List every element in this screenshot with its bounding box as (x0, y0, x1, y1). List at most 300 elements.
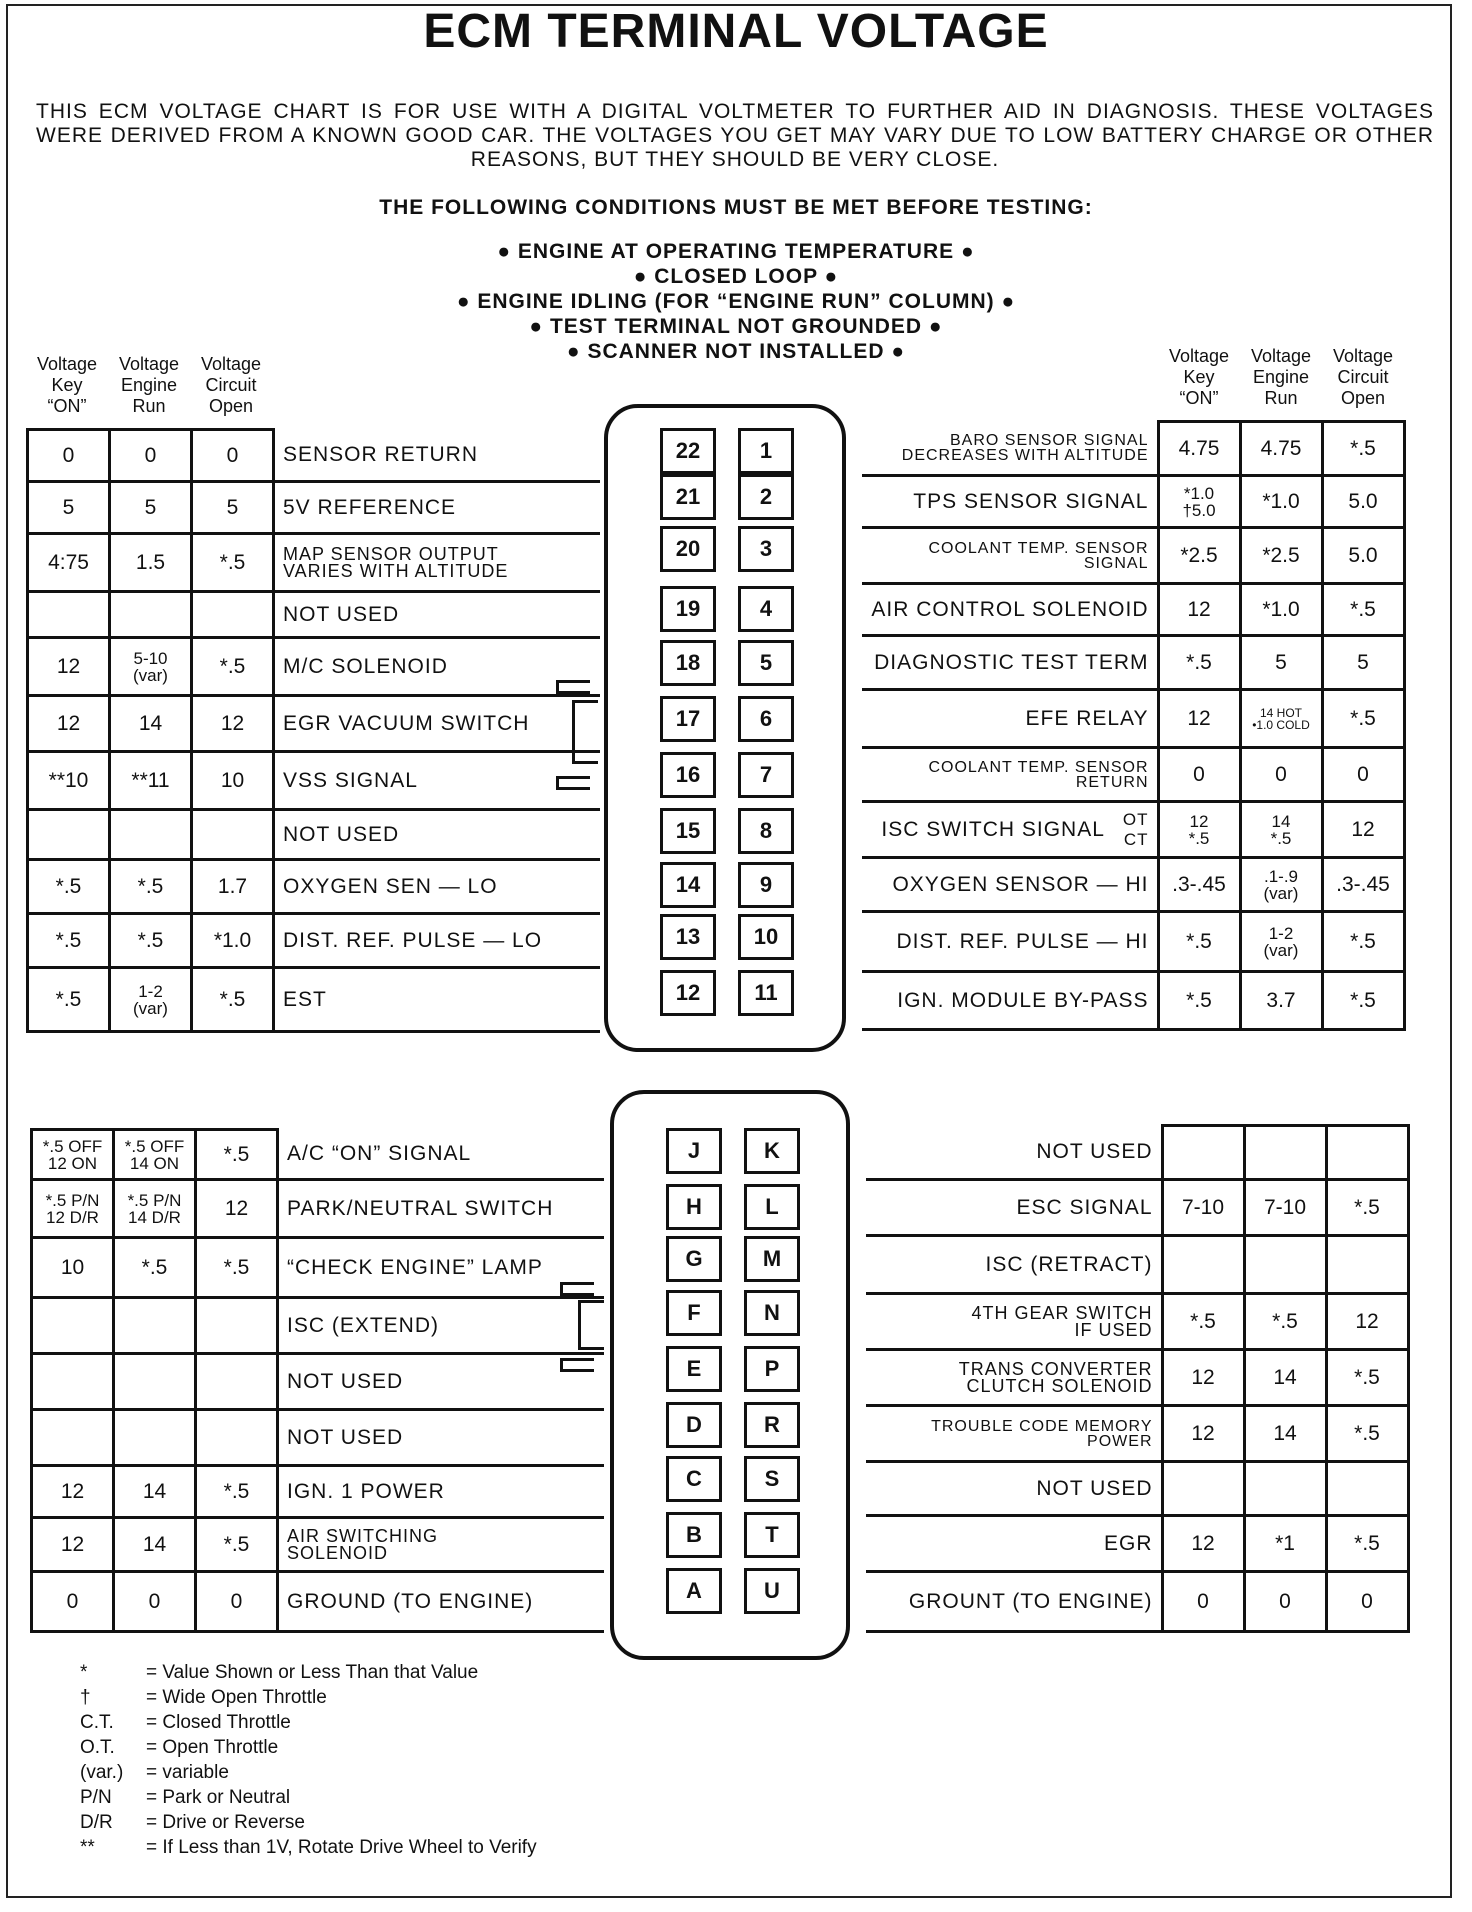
connector-top (604, 404, 846, 1052)
terminal-label-line: BARO SENSOR SIGNAL (950, 431, 1149, 449)
table-row (866, 1180, 1408, 1236)
table-row (862, 584, 1404, 636)
voltage-value: *.5 (1350, 436, 1376, 460)
voltage-value: (var) (1263, 883, 1299, 903)
voltage-cell-open (1322, 528, 1404, 584)
voltage-cell-run (110, 638, 192, 696)
legend-text: = Value Shown or Less Than that Value (146, 1662, 479, 1683)
terminal-label-text: PARK/NEUTRAL SWITCH (287, 1196, 554, 1220)
voltage-value: *.5 (223, 1255, 250, 1279)
column-header-line: Voltage (1332, 346, 1394, 366)
voltage-cell-key (1158, 528, 1240, 584)
column-header-engine-run (1240, 346, 1322, 409)
connector-bottom (610, 1090, 850, 1660)
voltage-cell-run (110, 860, 192, 914)
terminal-label (866, 1294, 1162, 1350)
legend-row (80, 1785, 537, 1810)
voltage-cell-key (28, 810, 110, 860)
terminal-label-text: ISC (EXTEND) (287, 1313, 440, 1337)
voltage-cell-open (1326, 1126, 1408, 1180)
voltage-cell-open (196, 1238, 278, 1298)
voltage-cell-open (1326, 1180, 1408, 1236)
voltage-value: •1.0 COLD (1252, 717, 1310, 732)
voltage-cell-run (1240, 972, 1322, 1030)
terminal-label-text: GROUND (TO ENGINE) (287, 1589, 534, 1613)
condition-item: ● TEST TERMINAL NOT GROUNDED ● (529, 315, 943, 338)
voltage-value: *.5 (219, 987, 246, 1011)
voltage-cell-open (1322, 690, 1404, 748)
voltage-cell-key (28, 430, 110, 482)
voltage-value: 12 (60, 1532, 85, 1556)
voltage-value: *1.0 (1183, 483, 1215, 503)
terminal-label-line: POWER (1087, 1432, 1153, 1450)
voltage-value: 12 (1351, 817, 1375, 841)
table-row (28, 638, 600, 696)
voltage-cell-run (1244, 1126, 1326, 1180)
voltage-cell-key (32, 1180, 114, 1238)
voltage-value: *.5 (223, 1532, 250, 1556)
voltage-value: *.5 OFF (42, 1136, 103, 1156)
legend-row (80, 1760, 537, 1785)
voltage-value: 12 ON (47, 1153, 98, 1173)
voltage-value: *.5 (223, 1479, 250, 1503)
terminal-label-text: NOT USED (1036, 1139, 1153, 1163)
legend-symbol: (var.) (80, 1762, 124, 1783)
voltage-cell-open (196, 1572, 278, 1632)
terminal-label-text (868, 1419, 1153, 1449)
column-header-circuit-open (1322, 346, 1404, 409)
voltage-cell-key (32, 1298, 114, 1354)
voltage-value: *.5 (141, 1255, 168, 1279)
voltage-cell-key (32, 1572, 114, 1632)
voltage-cell-run (110, 810, 192, 860)
terminal-label (274, 696, 600, 752)
voltage-cell-run (114, 1410, 196, 1466)
table-row (28, 482, 600, 534)
voltage-cell-key (28, 968, 110, 1032)
voltage-cell-run (1244, 1236, 1326, 1294)
connector-pin: 3 (738, 526, 794, 572)
voltage-cell-open (1326, 1350, 1408, 1406)
voltage-value: (var) (1263, 940, 1299, 960)
terminal-label-line: MAP SENSOR OUTPUT (283, 543, 499, 564)
voltage-cell-key (28, 914, 110, 968)
voltage-value: 7-10 (1181, 1195, 1225, 1219)
terminal-label-line: SIGNAL (1083, 554, 1149, 572)
table-row (862, 690, 1404, 748)
voltage-value: *.5 (1354, 1365, 1380, 1389)
voltage-value: *1 (1275, 1531, 1295, 1555)
voltage-cell-open (1322, 972, 1404, 1030)
table-row (32, 1466, 604, 1518)
voltage-cell-open (1326, 1294, 1408, 1350)
page-title: ECM TERMINAL VOLTAGE (423, 5, 1049, 58)
conditions-title: THE FOLLOWING CONDITIONS MUST BE MET BEFORE TESTING: (379, 196, 1093, 219)
voltage-value: 0 (148, 1589, 161, 1613)
connector-pin: A (666, 1568, 722, 1614)
column-headers-left (26, 354, 272, 417)
terminal-label-line: 4TH GEAR SWITCH (971, 1302, 1153, 1323)
voltage-cell-open (1322, 584, 1404, 636)
column-header-circuit-open (190, 354, 272, 417)
voltage-cell-open (196, 1466, 278, 1518)
table-row (866, 1406, 1408, 1462)
voltage-value: 12 (1191, 1531, 1215, 1555)
voltage-cell-run (1244, 1516, 1326, 1572)
voltage-cell-key (28, 592, 110, 638)
voltage-value: **10 (48, 768, 89, 792)
voltage-cell-key (32, 1354, 114, 1410)
table-bottom-left (30, 1128, 604, 1633)
terminal-label-text (868, 1302, 1153, 1340)
connector-pin: B (666, 1512, 722, 1558)
terminal-label-line: VARIES WITH ALTITUDE (283, 560, 509, 581)
table-row (28, 860, 600, 914)
column-header-line: Run (132, 396, 166, 416)
table-row (32, 1572, 604, 1632)
voltage-cell-open (196, 1130, 278, 1180)
legend-symbol: D/R (80, 1812, 113, 1833)
legend-symbol: P/N (80, 1787, 112, 1808)
terminal-label-line: AIR SWITCHING (287, 1525, 438, 1546)
voltage-cell-key (1158, 476, 1240, 528)
voltage-cell-open (196, 1180, 278, 1238)
intro-paragraph: THIS ECM VOLTAGE CHART IS FOR USE WITH A DIGITAL VOLTMETER TO FURTHER AID IN DIAGNOSIS. THESE VOLTAGES WERE DERIVED FROM A KNOWN GOOD CAR. THE VOLTAGES YOU GET MAY VARY DUE TO LOW BATTERY CHARGE OR OTHER REASONS, BUT THEY SHOULD BE VERY CLOSE. (36, 100, 1434, 171)
terminal-label-text: AIR CONTROL SOLENOID (871, 597, 1149, 621)
voltage-cell-key (1162, 1236, 1244, 1294)
table-row (862, 528, 1404, 584)
voltage-value: 14 D/R (128, 1207, 181, 1227)
voltage-cell-open (192, 968, 274, 1032)
connector-pin: 19 (660, 586, 716, 632)
terminal-label (278, 1298, 604, 1354)
terminal-label (862, 690, 1158, 748)
table-row (862, 476, 1404, 528)
voltage-cell-run (1240, 748, 1322, 802)
terminal-label (862, 912, 1158, 972)
table-row (862, 972, 1404, 1030)
voltage-value: **11 (131, 768, 170, 792)
voltage-value: 12 (56, 711, 81, 735)
terminal-label-text: A/C “ON” SIGNAL (287, 1141, 472, 1165)
connector-pin: 22 (660, 428, 716, 474)
terminal-label (866, 1350, 1162, 1406)
legend-text: = If Less than 1V, Rotate Drive Wheel to Verify (146, 1837, 537, 1858)
voltage-value: *.5 (1350, 706, 1376, 730)
table-row (32, 1238, 604, 1298)
terminal-label (274, 482, 600, 534)
connector-pin: H (666, 1184, 722, 1230)
terminal-label-text: NOT USED (287, 1425, 404, 1449)
table-row (866, 1462, 1408, 1516)
connector-pin: 8 (738, 808, 794, 854)
column-header-line: Key (51, 375, 83, 395)
voltage-cell-key (1158, 422, 1240, 476)
voltage-cell-key (1162, 1406, 1244, 1462)
voltage-value: 5.0 (1348, 489, 1378, 513)
voltage-cell-open (1326, 1516, 1408, 1572)
column-header-engine-run (108, 354, 190, 417)
terminal-label-text: M/C SOLENOID (283, 654, 448, 678)
voltage-cell-run (1240, 584, 1322, 636)
terminal-label-text (287, 1525, 600, 1563)
voltage-value: 12 (56, 654, 81, 678)
column-header-line: Run (1264, 388, 1298, 408)
connector-pin: R (744, 1402, 800, 1448)
terminal-label-text: NOT USED (283, 602, 400, 626)
table-row (32, 1354, 604, 1410)
legend-text: = Closed Throttle (146, 1712, 291, 1733)
table-row (862, 422, 1404, 476)
voltage-value: 12 (220, 711, 245, 735)
table-row (866, 1572, 1408, 1632)
legend-row (80, 1810, 537, 1835)
terminal-label (862, 636, 1158, 690)
terminal-label (278, 1354, 604, 1410)
voltage-value: 0 (1197, 1589, 1209, 1613)
voltage-value: 1.7 (217, 874, 248, 898)
voltage-value: *1.0 (1262, 597, 1300, 621)
terminal-label (862, 802, 1158, 858)
voltage-cell-open (1322, 858, 1404, 912)
table-row (28, 914, 600, 968)
legend-symbol: * (80, 1662, 88, 1683)
voltage-value: .1-.9 (1263, 866, 1299, 886)
voltage-value: *1.0 (213, 928, 252, 952)
connector-pin: 12 (660, 970, 716, 1016)
voltage-value: 12 (1191, 1421, 1215, 1445)
table-row (866, 1516, 1408, 1572)
terminal-label-text: EGR VACUUM SWITCH (283, 711, 530, 735)
voltage-cell-key (1158, 972, 1240, 1030)
voltage-value: 0 (144, 443, 157, 467)
voltage-value: 14 (142, 1532, 167, 1556)
table-row (32, 1518, 604, 1572)
connector-pin: D (666, 1402, 722, 1448)
column-header-line: Voltage (200, 354, 262, 374)
voltage-value: 5-10 (133, 648, 168, 668)
condition-item: ● ENGINE IDLING (FOR “ENGINE RUN” COLUMN) ● (456, 290, 1016, 313)
column-header-line: Voltage (118, 354, 180, 374)
terminal-label-text: 5V REFERENCE (283, 495, 457, 519)
voltage-cell-open (196, 1410, 278, 1466)
terminal-label-text (864, 541, 1149, 571)
voltage-value: *.5 (1186, 650, 1212, 674)
voltage-cell-open (1326, 1462, 1408, 1516)
table-row (28, 534, 600, 592)
voltage-value: 14 (1271, 811, 1291, 831)
voltage-value: *.5 (1354, 1195, 1380, 1219)
voltage-cell-run (1240, 858, 1322, 912)
connector-pin: 6 (738, 696, 794, 742)
table-row (862, 912, 1404, 972)
voltage-cell-open (196, 1354, 278, 1410)
voltage-value: *.5 P/N (45, 1190, 100, 1210)
voltage-value: 5.0 (1348, 543, 1378, 567)
voltage-cell-run (1240, 476, 1322, 528)
voltage-value: 10 (60, 1255, 85, 1279)
terminal-label-text: EST (283, 987, 327, 1011)
legend-text: = Wide Open Throttle (146, 1687, 327, 1708)
terminal-label (274, 860, 600, 914)
voltage-cell-run (110, 482, 192, 534)
voltage-value: 1-2 (138, 981, 163, 1001)
column-header-key-on (1158, 346, 1240, 409)
voltage-value: 12 (1189, 811, 1209, 831)
terminal-label (862, 858, 1158, 912)
connector-pin: 18 (660, 640, 716, 686)
voltage-cell-open (196, 1518, 278, 1572)
terminal-label-text: TPS SENSOR SIGNAL (913, 489, 1149, 513)
voltage-value: 10 (220, 768, 245, 792)
voltage-value: *.5 (1272, 1309, 1298, 1333)
voltage-value: 14 (138, 711, 163, 735)
legend-row (80, 1660, 537, 1685)
terminal-label (274, 592, 600, 638)
connector-pin: 11 (738, 970, 794, 1016)
terminal-label (278, 1180, 604, 1238)
voltage-value: *.5 (55, 874, 82, 898)
table-row (862, 802, 1404, 858)
condition-item: ● CLOSED LOOP ● (633, 265, 839, 288)
voltage-cell-run (1244, 1572, 1326, 1632)
terminal-label-text: EGR (1103, 1531, 1153, 1555)
voltage-cell-run (110, 696, 192, 752)
legend-symbol: O.T. (80, 1737, 115, 1758)
voltage-cell-key (1162, 1126, 1244, 1180)
table-row (32, 1410, 604, 1466)
terminal-label (274, 810, 600, 860)
voltage-value: 5 (1275, 650, 1287, 674)
voltage-cell-run (1240, 528, 1322, 584)
voltage-cell-key (1158, 912, 1240, 972)
terminal-label (274, 968, 600, 1032)
connector-pin: S (744, 1456, 800, 1502)
legend-row (80, 1685, 537, 1710)
voltage-value: *.5 (1270, 828, 1292, 848)
terminal-label-text: EFE RELAY (1025, 706, 1149, 730)
terminal-label-text: OXYGEN SEN — LO (283, 874, 498, 898)
table-row (28, 696, 600, 752)
voltage-value: 12 (1187, 597, 1211, 621)
legend-row (80, 1710, 537, 1735)
terminal-label-text (864, 760, 1149, 790)
table-row (28, 752, 600, 810)
terminal-label-text: ESC SIGNAL (1016, 1195, 1153, 1219)
column-header-line: “ON” (1179, 388, 1219, 408)
connector-pin: 13 (660, 914, 716, 960)
voltage-value: *.5 (1354, 1421, 1380, 1445)
table-row (862, 748, 1404, 802)
voltage-cell-run (1240, 636, 1322, 690)
legend-symbol: ** (80, 1837, 95, 1858)
table-row (28, 430, 600, 482)
terminal-label-line: SOLENOID (287, 1542, 389, 1563)
table-row (866, 1236, 1408, 1294)
table-row (866, 1350, 1408, 1406)
connector-pin: 14 (660, 862, 716, 908)
voltage-cell-key (32, 1130, 114, 1180)
connector-pin: C (666, 1456, 722, 1502)
terminal-label (862, 422, 1158, 476)
voltage-value: 0 (66, 1589, 79, 1613)
connector-pin: M (744, 1236, 800, 1282)
terminal-label-text: OXYGEN SENSOR — HI (892, 872, 1149, 896)
voltage-cell-key (28, 752, 110, 810)
voltage-value: 4.75 (1178, 436, 1220, 460)
voltage-value: *.5 (219, 550, 246, 574)
column-header-line: Engine (1252, 367, 1310, 387)
terminal-label (274, 534, 600, 592)
voltage-cell-key (1162, 1572, 1244, 1632)
terminal-label-text: ISC (RETRACT) (985, 1252, 1153, 1276)
connector-pin: 15 (660, 808, 716, 854)
connector-pin: 5 (738, 640, 794, 686)
voltage-cell-open (192, 752, 274, 810)
voltage-value: 12 (1191, 1365, 1215, 1389)
column-header-line: Voltage (1250, 346, 1312, 366)
terminal-label-line: TROUBLE CODE MEMORY (931, 1417, 1153, 1435)
voltage-cell-open (192, 534, 274, 592)
terminal-label (278, 1466, 604, 1518)
terminal-label-line: TRANS CONVERTER (958, 1358, 1153, 1379)
terminal-label (866, 1126, 1162, 1180)
connector-pin: 21 (660, 474, 716, 520)
table-row (862, 858, 1404, 912)
column-header-line: Engine (120, 375, 178, 395)
voltage-cell-open (192, 430, 274, 482)
voltage-cell-run (110, 968, 192, 1032)
terminal-label (862, 748, 1158, 802)
terminal-label (278, 1572, 604, 1632)
connector-pin: N (744, 1290, 800, 1336)
terminal-label (866, 1180, 1162, 1236)
terminal-label (866, 1236, 1162, 1294)
voltage-cell-key (32, 1466, 114, 1518)
connector-pin: 10 (738, 914, 794, 960)
voltage-value: *.5 (1186, 929, 1212, 953)
column-header-line: Circuit (205, 375, 257, 395)
terminal-label-text: DIST. REF. PULSE — LO (283, 928, 543, 952)
column-headers-right (1158, 346, 1404, 409)
table-top-right (862, 420, 1406, 1031)
connector-pin: 2 (738, 474, 794, 520)
voltage-cell-run (1244, 1406, 1326, 1462)
voltage-value: *.5 (1186, 988, 1212, 1012)
voltage-value: *.5 (137, 928, 164, 952)
voltage-cell-open (1322, 802, 1404, 858)
voltage-value: *.5 P/N (127, 1190, 182, 1210)
legend-text: = Drive or Reverse (146, 1812, 305, 1833)
voltage-value: 0 (1275, 762, 1287, 786)
connector-pin: J (666, 1128, 722, 1174)
voltage-value: 4.75 (1260, 436, 1302, 460)
column-header-line: Voltage (36, 354, 98, 374)
voltage-cell-open (1322, 912, 1404, 972)
voltage-cell-open (192, 592, 274, 638)
connector-pin: U (744, 1568, 800, 1614)
voltage-cell-run (110, 592, 192, 638)
voltage-value: 0 (1193, 762, 1205, 786)
voltage-value: 12 (1355, 1309, 1379, 1333)
terminal-label (866, 1406, 1162, 1462)
voltage-cell-open (192, 810, 274, 860)
voltage-value: 14 (142, 1479, 167, 1503)
voltage-value: 14 (1273, 1365, 1297, 1389)
terminal-label (866, 1572, 1162, 1632)
terminal-label (862, 584, 1158, 636)
voltage-cell-open (1326, 1406, 1408, 1462)
